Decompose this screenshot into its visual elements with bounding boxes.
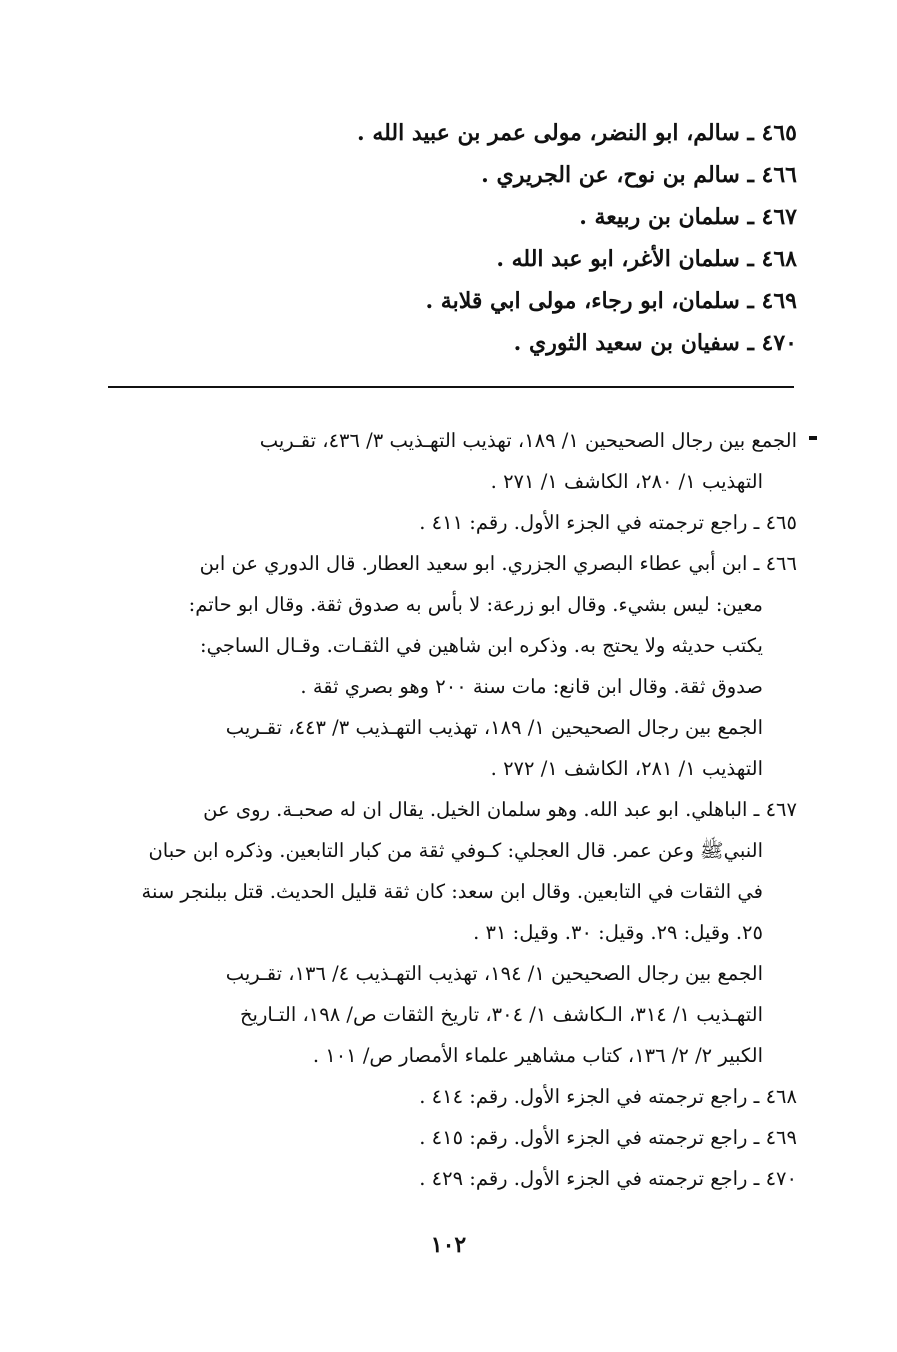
- footnote-line: الكبير ٢/ ٢/ ١٣٦، كتاب مشاهير علماء الأمصار ص/ ١٠١ .: [312, 1044, 763, 1067]
- footnote-line: صدوق ثقة. وقال ابن قانع: مات سنة ٢٠٠ وهو بصري ثقة .: [300, 675, 763, 698]
- footnote-line: ٤٦٧ ـ الباهلي. ابو عبد الله. وهو سلمان الخيل. يقال ان له صحبـة. روى عن: [203, 798, 797, 821]
- footnote-line: الجمع بين رجال الصحيحين ١/ ١٨٩، تهذيب التهـذيب ٣/ ٤٣٦، تقـريب: [259, 429, 797, 452]
- footnote-line: ٤٦٥ ـ راجع ترجمته في الجزء الأول. رقم: ٤١١ .: [419, 511, 797, 534]
- footnote-line: التهذيب ١/ ٢٨١، الكاشف ١/ ٢٧٢ .: [490, 757, 763, 780]
- entry-line: ٤٦٧ ـ سلمان بن ربيعة .: [579, 204, 797, 230]
- entry-line: ٤٧٠ ـ سفيان بن سعيد الثوري .: [513, 330, 797, 356]
- footnote-marker: [809, 436, 817, 440]
- footnote-line: الجمع بين رجال الصحيحين ١/ ١٩٤، تهذيب التهـذيب ٤/ ١٣٦، تقـريب: [225, 962, 763, 985]
- entry-line: ٤٦٩ ـ سلمان، ابو رجاء، مولى ابي قلابة .: [425, 288, 797, 314]
- entry-line: ٤٦٦ ـ سالم بن نوح، عن الجريري .: [481, 162, 797, 188]
- footnote-line: ٤٦٨ ـ راجع ترجمته في الجزء الأول. رقم: ٤١٤ .: [419, 1085, 797, 1108]
- footnote-line: التهـذيب ١/ ٣١٤، الـكاشف ١/ ٣٠٤، تاريخ الثقات ص/ ١٩٨، التـاريخ: [239, 1003, 763, 1026]
- footnotes: [107, 420, 797, 1199]
- footnote-line: ٤٧٠ ـ راجع ترجمته في الجزء الأول. رقم: ٤٢٩ .: [419, 1167, 797, 1190]
- footnote-line: الجمع بين رجال الصحيحين ١/ ١٨٩، تهذيب التهـذيب ٣/ ٤٤٣، تقـريب: [225, 716, 763, 739]
- footnote-line: التهذيب ١/ ٢٨٠، الكاشف ١/ ٢٧١ .: [490, 470, 763, 493]
- entry-line: ٤٦٥ ـ سالم، ابو النضر، مولى عمر بن عبيد الله .: [357, 120, 797, 146]
- footnote-line: ٢٥. وقيل: ٢٩. وقيل: ٣٠. وقيل: ٣١ .: [473, 921, 763, 944]
- footnote-separator: [108, 386, 794, 388]
- footnote-line: ٤٦٦ ـ ابن أبي عطاء البصري الجزري. ابو سعيد العطار. قال الدوري عن ابن: [199, 552, 797, 575]
- footnote-line: النبيﷺ وعن عمر. قال العجلي: كـوفي ثقة من كبار التابعين. وذكره ابن حبان: [148, 839, 763, 862]
- footnote-line: ٤٦٩ ـ راجع ترجمته في الجزء الأول. رقم: ٤١٥ .: [419, 1126, 797, 1149]
- footnote-line: معين: ليس بشيء. وقال ابو زرعة: لا بأس به صدوق ثقة. وقال ابو حاتم:: [188, 593, 763, 616]
- footnote-line: في الثقات في التابعين. وقال ابن سعد: كان ثقة قليل الحديث. قتل ببلنجر سنة: [141, 880, 763, 903]
- entry-line: ٤٦٨ ـ سلمان الأغر، ابو عبد الله .: [496, 246, 797, 272]
- footnote-line: يكتب حديثه ولا يحتج به. وذكره ابن شاهين في الثقـات. وقـال الساجي:: [200, 634, 763, 657]
- entry-list: [277, 112, 797, 364]
- page-number: ١٠٢: [430, 1232, 467, 1258]
